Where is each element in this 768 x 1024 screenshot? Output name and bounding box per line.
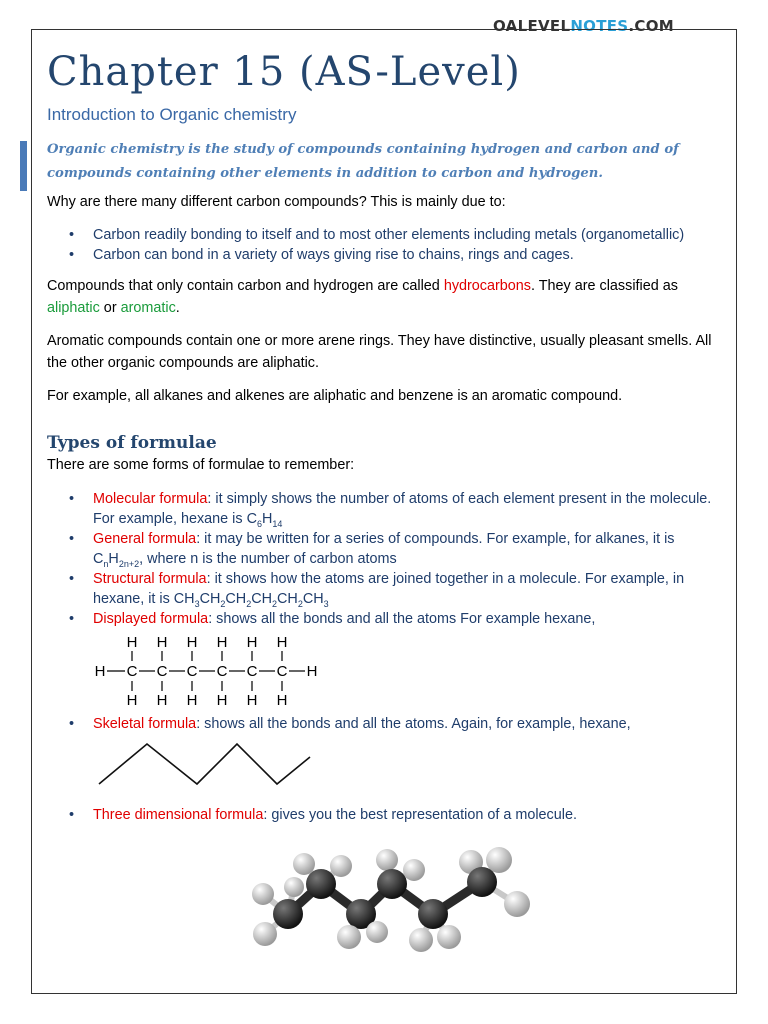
structural-part: 2	[246, 598, 252, 609]
structural-part: 3	[194, 598, 200, 609]
atom-h: H	[94, 663, 106, 680]
molecular-term: Molecular formula	[93, 491, 208, 507]
displayed-text: : shows all the bonds and all the atoms For example hexane,	[208, 611, 596, 627]
hexane-3d-model-icon	[249, 842, 549, 972]
general-mid: H	[108, 551, 119, 567]
skeletal-formula-diagram	[97, 739, 327, 791]
general-text: : it may be written for a series of compounds. For example, for alkanes, it is C	[93, 531, 675, 567]
general-sub-1: n	[103, 558, 109, 569]
types-intro: There are some forms of formulae to remember:	[47, 457, 355, 473]
hydrocarbons-pre: Compounds that only contain carbon and hydrogen are called	[47, 278, 444, 294]
atom-h: H	[306, 663, 318, 680]
brand-highlight: NOTES	[570, 17, 629, 35]
atom-h: H	[246, 634, 258, 651]
hydrocarbons-end: .	[175, 300, 180, 316]
atom-c: C	[276, 663, 288, 680]
atom-h: H	[246, 692, 258, 709]
brand-suffix: .COM	[628, 17, 674, 35]
list-item-displayed	[47, 609, 722, 629]
formulae-list-3	[47, 805, 722, 825]
structural-term: Structural formula	[93, 571, 207, 587]
aromatic-term: aromatic	[120, 300, 176, 316]
aliphatic-term: aliphatic	[47, 300, 100, 316]
atom-c: C	[216, 663, 228, 680]
list-item-three-d	[47, 805, 722, 825]
list-item: • Carbon can bond in a variety of ways giving rise to chains, rings and cages.	[47, 245, 722, 265]
atom-h: H	[126, 634, 138, 651]
question-text: Why are there many different carbon compounds? This is mainly due to:	[47, 194, 506, 210]
atom-h: H	[276, 634, 288, 651]
atom-h: H	[216, 634, 228, 651]
hydrocarbons-or: or	[99, 300, 121, 316]
skeletal-term: Skeletal formula	[93, 716, 197, 732]
list-item-skeletal	[47, 714, 722, 734]
accent-bar	[20, 141, 27, 191]
general-sub-2: 2n+2	[118, 558, 140, 569]
formulae-list-2	[47, 714, 722, 734]
atom-h: H	[186, 692, 198, 709]
general-end: , where n is the number of carbon atoms	[139, 551, 397, 567]
brand-prefix: OALEVEL	[493, 17, 571, 35]
atom-h: H	[186, 634, 198, 651]
molecular-mid: H	[261, 511, 273, 527]
definition-text: Organic chemistry is the study of compounds containing hydrogen and carbon and of compounds containing other elements in addition to carbon and hydrogen.	[47, 142, 679, 181]
three-d-text: : gives you the best representation of a molecule.	[263, 807, 577, 823]
chapter-title: Chapter 15 (AS-Level)	[47, 49, 521, 95]
atom-c: C	[126, 663, 138, 680]
hydrocarbons-term: hydrocarbons	[443, 278, 532, 294]
structural-part: CH	[302, 591, 324, 607]
example-paragraph: For example, all alkanes and alkenes are aliphatic and benzene is an aromatic compound.	[47, 388, 623, 404]
formulae-list	[47, 489, 722, 629]
general-term: General formula	[93, 531, 197, 547]
aromatic-paragraph: Aromatic compounds contain one or more arene rings. They have distinctive, usually pleasant smells. All the other organic compounds are aliphatic.	[47, 333, 712, 371]
displayed-formula-diagram	[91, 632, 331, 710]
atom-h: H	[156, 634, 168, 651]
structural-part: CH	[251, 591, 273, 607]
structural-part: CH	[199, 591, 221, 607]
atom-c: C	[156, 663, 168, 680]
structural-part: 2	[220, 598, 226, 609]
list-item: • Carbon readily bonding to itself and to most other elements including metals (organometallic)	[47, 225, 722, 245]
hydrocarbons-paragraph	[47, 275, 722, 319]
structural-part: 2	[297, 598, 303, 609]
hydrocarbons-mid: . They are classified as	[531, 278, 678, 294]
structural-part: CH	[225, 591, 247, 607]
structural-part: CH	[277, 591, 298, 607]
molecular-sub-2: 14	[272, 518, 283, 529]
atom-h: H	[276, 692, 288, 709]
ball-and-stick-model	[249, 842, 549, 972]
page-content	[47, 46, 722, 825]
atom-h: H	[156, 692, 168, 709]
atom-h: H	[216, 692, 228, 709]
skeletal-zigzag	[99, 744, 310, 784]
structural-part: 3	[323, 598, 329, 609]
list-item-structural	[47, 569, 722, 609]
types-heading: Types of formulae	[47, 433, 217, 453]
atom-c: C	[186, 663, 198, 680]
three-d-term: Three dimensional formula	[93, 807, 264, 823]
list-item-general	[47, 529, 722, 569]
structural-text: : it shows how the atoms are joined together in a molecule. For example, in hexane, it is CH	[93, 571, 685, 607]
molecular-sub-1: 6	[256, 518, 262, 529]
structural-part: 2	[272, 598, 278, 609]
atom-c: C	[246, 663, 258, 680]
molecular-text: : it simply shows the number of atoms of each element present in the molecule. For example, hexane is C	[93, 491, 712, 527]
atom-h: H	[126, 692, 138, 709]
chapter-subtitle: Introduction to Organic chemistry	[47, 105, 297, 124]
displayed-term: Displayed formula	[93, 611, 209, 627]
skeletal-text: : shows all the bonds and all the atoms. Again, for example, hexane,	[196, 716, 631, 732]
list-item-molecular	[47, 489, 722, 529]
reasons-list	[47, 225, 722, 265]
